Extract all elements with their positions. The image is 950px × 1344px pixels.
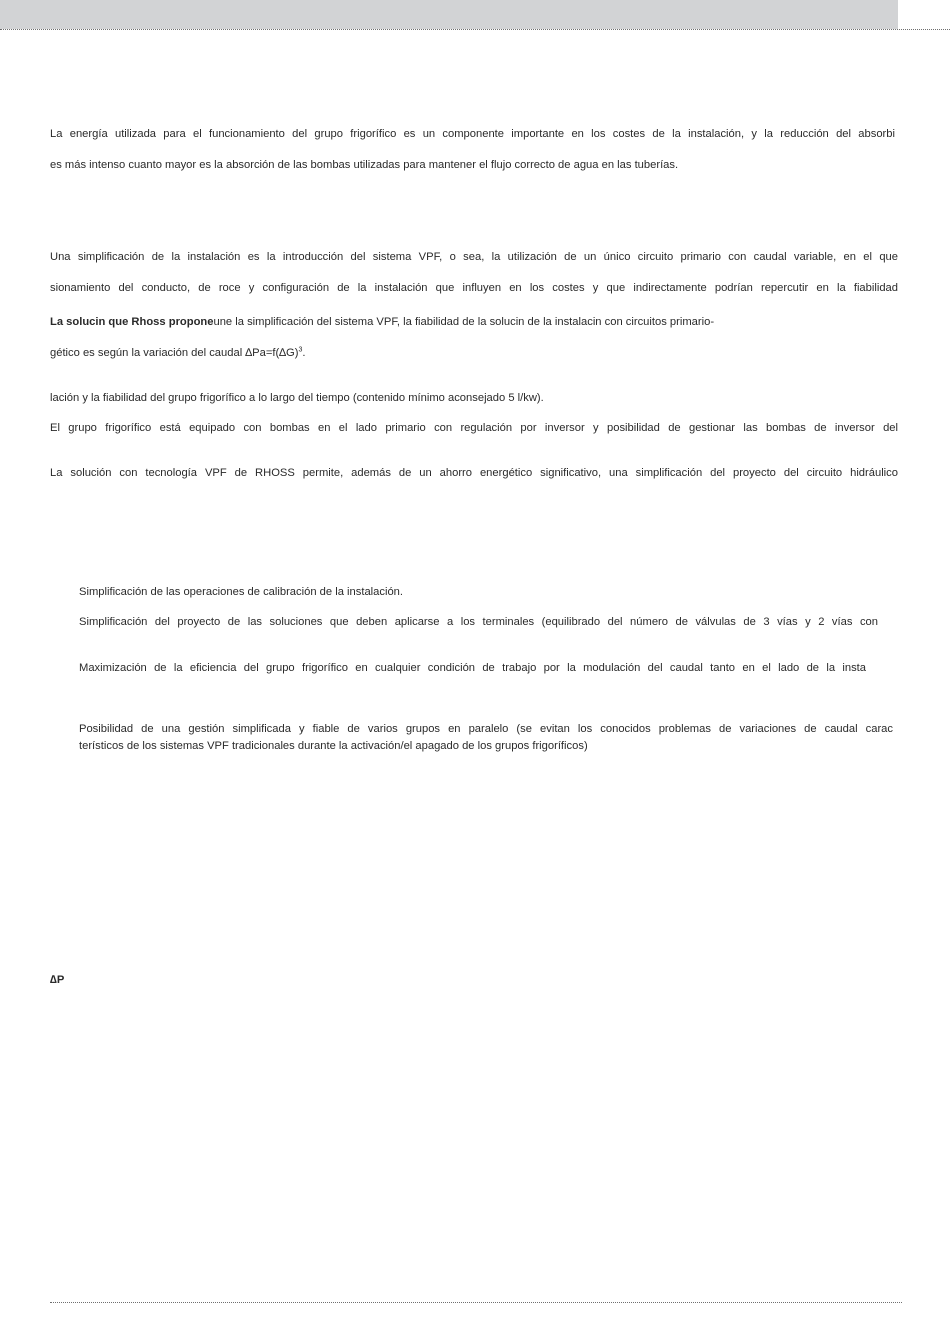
list-item-4-line-2: terísticos de los sistemas VPF tradicionales durante la activación/el apagado de los grupos frigoríficos) <box>79 740 588 752</box>
top-dotted-divider <box>0 29 950 30</box>
header-bar <box>0 0 898 29</box>
paragraph-4 <box>50 346 305 360</box>
paragraph-7: La solución con tecnología VPF de RHOSS permite, además de un ahorro energético significativo, una simplificación del proyecto del circuito hidráulico <box>50 467 898 479</box>
paragraph-2-line-2: sionamiento del conducto, de roce y configuración de la instalación que influyen en los costes y que indirectamente podrían repercutir en la fiabilidad <box>50 282 898 294</box>
paragraph-4-text: gético es según la variación del caudal ∆Pa=f(∆G) <box>50 347 299 359</box>
paragraph-4-end: . <box>302 347 306 359</box>
list-item-1: Simplificación de las operaciones de calibración de la instalación. <box>79 586 404 598</box>
paragraph-1-line-1: La energía utilizada para el funcionamiento del grupo frigorífico es un componente importante en los costes de la instalación, y la reducción del absorbi <box>50 128 895 140</box>
list-item-3: Maximización de la eficiencia del grupo frigorífico en cualquier condición de trabajo por la modulación del caudal tanto en el lado de la insta <box>79 662 866 674</box>
bottom-dotted-divider <box>50 1302 902 1303</box>
paragraph-6: El grupo frigorífico está equipado con bombas en el lado primario con regulación por inversor y posibilidad de gestionar las bombas de inversor del <box>50 422 898 434</box>
paragraph-1-line-2: es más intenso cuanto mayor es la absorción de las bombas utilizadas para mantener el flujo correcto de agua en las tuberías. <box>50 159 679 171</box>
chart-axis-label-delta-p: ∆P <box>50 974 65 986</box>
paragraph-3-rest: une la simplificación del sistema VPF, la fiabilidad de la solucin de la instalacin con circuitos primario- <box>213 316 715 328</box>
list-item-2: Simplificación del proyecto de las soluciones que deben aplicarse a los terminales (equilibrado del número de válvulas de 3 vías y 2 vías con <box>79 616 878 628</box>
paragraph-3-bold: La solucin que Rhoss propone <box>50 316 214 328</box>
paragraph-2-line-1: Una simplificación de la instalación es la introducción del sistema VPF, o sea, la utilización de un único circuito primario con caudal variable, en el que <box>50 251 898 263</box>
paragraph-5: lación y la fiabilidad del grupo frigorífico a lo largo del tiempo (contenido mínimo aconsejado 5 l/kw). <box>50 392 544 404</box>
paragraph-3 <box>50 315 714 329</box>
list-item-4-line-1: Posibilidad de una gestión simplificada y fiable de varios grupos en paralelo (se evitan los conocidos problemas de variaciones de caudal carac <box>79 723 893 735</box>
paragraph-4-superscript: 3 <box>298 346 303 354</box>
